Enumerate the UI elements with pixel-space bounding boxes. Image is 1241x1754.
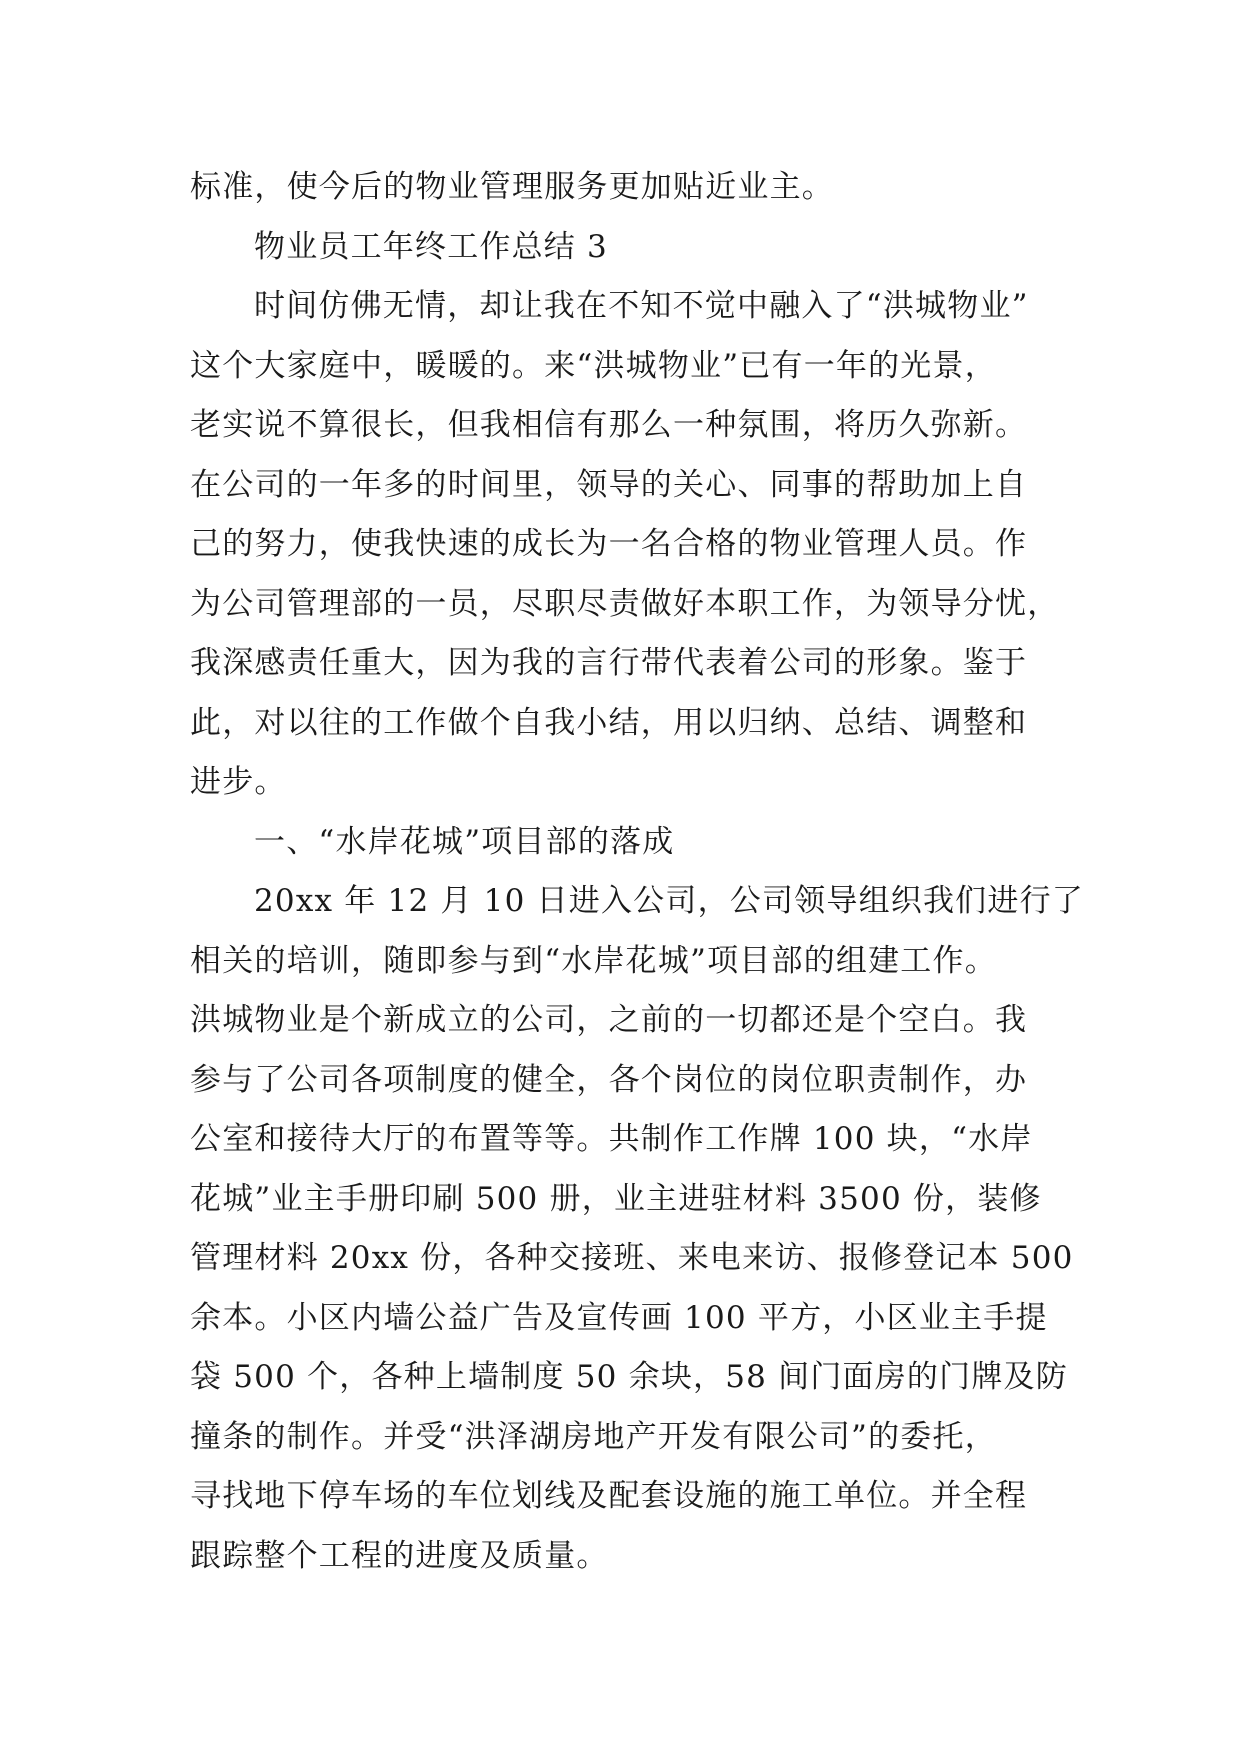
text-line: 花城”业主手册印刷 500 册，业主进驻材料 3500 份，装修 — [190, 1180, 1042, 1217]
text-line: 在公司的一年多的时间里，领导的关心、同事的帮助加上自 — [190, 466, 1028, 503]
text-line: 老实说不算很长，但我相信有那么一种氛围，将历久弥新。 — [190, 407, 1028, 443]
text-line: 己的努力，使我快速的成长为一名合格的物业管理人员。作 — [190, 526, 1028, 562]
text-line: 洪城物业是个新成立的公司，之前的一切都还是个空白。我 — [190, 1002, 1028, 1038]
text-line: 公室和接待大厅的布置等等。共制作工作牌 100 块，“水岸 — [190, 1121, 1033, 1157]
text-line: 撞条的制作。并受“洪泽湖房地产开发有限公司”的委托， — [190, 1418, 997, 1455]
subsection-heading: 一、“水岸花城”项目部的落成 — [254, 823, 675, 860]
text-line: 这个大家庭中，暖暖的。来“洪城物业”已有一年的光景， — [190, 347, 997, 384]
text-line: 为公司管理部的一员，尽职尽责做好本职工作，为领导分忧， — [190, 585, 1060, 622]
document-body — [190, 158, 1084, 1586]
text-line: 寻找地下停车场的车位划线及配套设施的施工单位。并全程 — [190, 1478, 1028, 1514]
text-line: 管理材料 20xx 份，各种交接班、来电来访、报修登记本 500 — [190, 1240, 1074, 1276]
text-line: 时间仿佛无情，却让我在不知不觉中融入了“洪城物业” — [254, 288, 1029, 324]
text-line: 此，对以往的工作做个自我小结，用以归纳、总结、调整和 — [190, 704, 1028, 741]
text-line: 跟踪整个工程的进度及质量。 — [190, 1537, 609, 1574]
text-line: 袋 500 个，各种上墙制度 50 余块，58 间门面房的门牌及防 — [190, 1359, 1068, 1395]
text-line: 进步。 — [190, 764, 287, 800]
text-line: 相关的培训，随即参与到“水岸花城”项目部的组建工作。 — [190, 942, 997, 979]
text-line: 余本。小区内墙公益广告及宣传画 100 平方，小区业主手提 — [190, 1299, 1048, 1336]
text-line: 我深感责任重大，因为我的言行带代表着公司的形象。鉴于 — [190, 645, 1028, 681]
text-line: 参与了公司各项制度的健全，各个岗位的岗位职责制作，办 — [190, 1061, 1028, 1098]
text-line: 20xx 年 12 月 10 日进入公司，公司领导组织我们进行了 — [254, 883, 1084, 919]
text-line: 标准，使今后的物业管理服务更加贴近业主。 — [190, 169, 834, 205]
section-title: 物业员工年终工作总结 3 — [254, 228, 608, 265]
